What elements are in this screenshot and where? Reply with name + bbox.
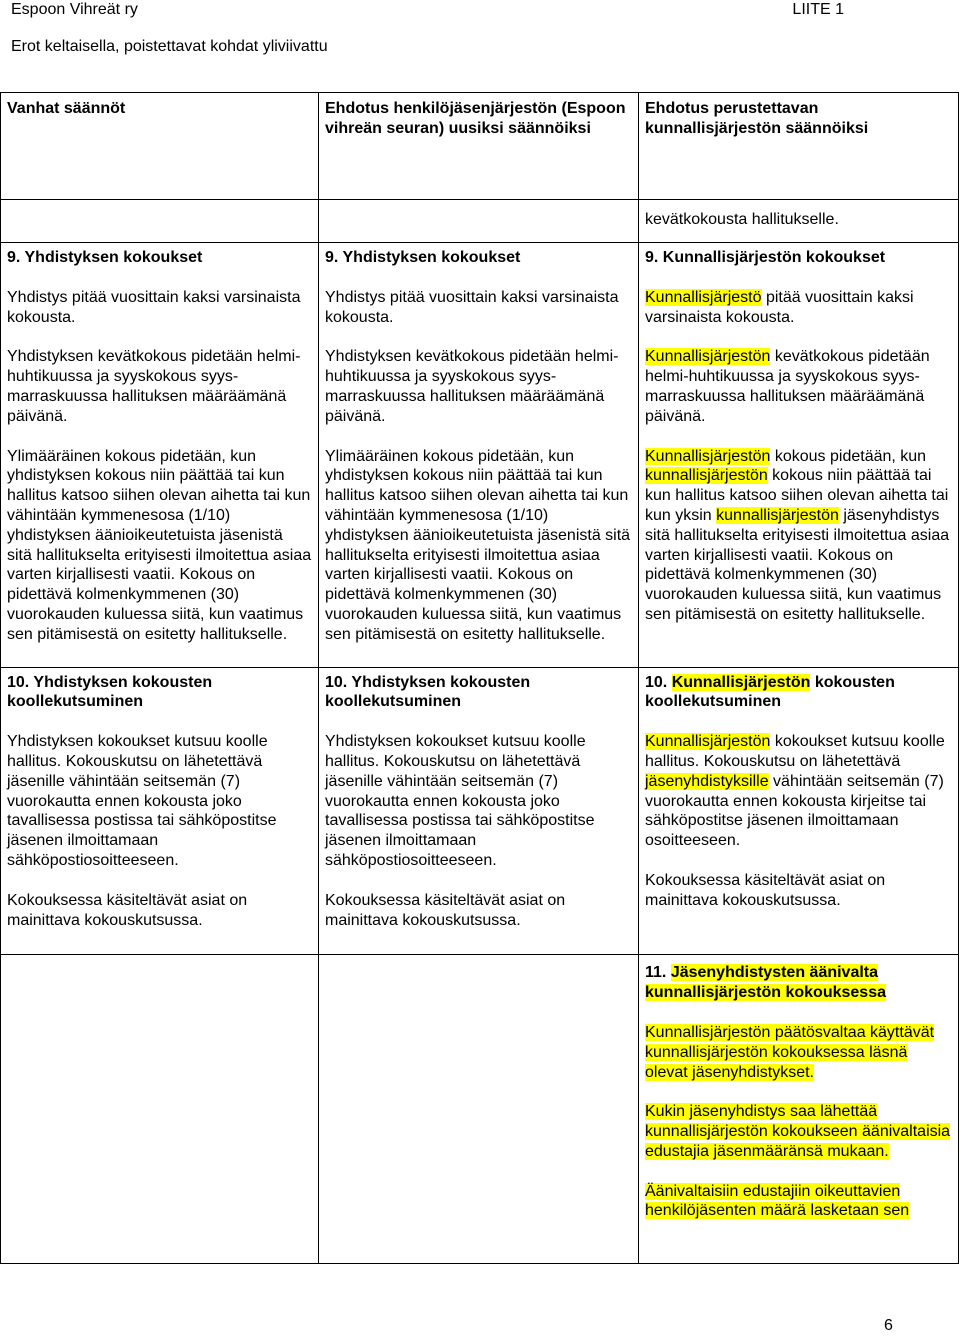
text: kokous niin päättää tai kun hallitus katsoo siihen olevan aihetta tai kun yksin — [645, 467, 949, 524]
paragraph: Kokouksessa käsiteltävät asiat on mainittava kokouskutsussa. — [645, 871, 886, 909]
attachment-label: LIITE 1 — [792, 1, 844, 18]
organization-name: Espoon Vihreät ry — [11, 1, 138, 18]
section-title: 10. Yhdistyksen kokousten koollekutsuminen — [325, 673, 531, 711]
col-header-personal: Ehdotus henkilöjäsenjärjestön (Espoon vihreän seuran) uusiksi säännöiksi — [319, 93, 639, 200]
section-11-municipal — [639, 955, 959, 1264]
paragraph: Yhdistyksen kevätkokous pidetään helmi-huhtikuussa ja syyskokous syys-marraskuussa hallituksen määräämänä päivänä. — [325, 348, 619, 425]
highlight: kunnallisjärjestön — [716, 506, 839, 524]
highlight: Kunnallisjärjestön — [645, 733, 771, 751]
paragraph: Ylimääräinen kokous pidetään, kun yhdistyksen kokous niin päättää tai kun hallitus katsoo siihen olevan aihetta tai kun vähintään kymmenesosa (1/10) yhdistyksen äänioikeutetuista jäsenistä sitä hallitukselta erityisesti ilmoitettua asiaa varten kirjallisesti vaatii. Kokous on pidettävä kolmenkymmenen (30) vuorokauden kuluessa siitä, kun vaatimus sen pitämisestä on esitetty hallitukselle. — [7, 447, 312, 643]
highlight: Kunnallisjärjestön — [645, 348, 771, 366]
section-11-old — [1, 955, 319, 1264]
section-9-municipal — [639, 243, 959, 668]
text: 11. — [645, 964, 671, 982]
highlight: Kunnallisjärjestön — [645, 447, 771, 465]
paragraph: Yhdistys pitää vuosittain kaksi varsinaista kokousta. — [325, 288, 619, 326]
highlight: jäsenyhdistyksille — [645, 772, 769, 790]
text: kokous pidetään, kun — [770, 447, 927, 465]
paragraph: Kokouksessa käsiteltävät asiat on mainittava kokouskutsussa. — [7, 891, 248, 929]
section-title: 9. Yhdistyksen kokoukset — [325, 249, 521, 266]
highlight: Kukin jäsenyhdistys saa lähettää kunnallisjärjestön kokoukseen äänivaltaisia edustajia jäsenmääränsä mukaan. — [645, 1103, 951, 1160]
text: pitää vuosittain kaksi varsinaista kokousta. — [645, 288, 914, 326]
page-number: 6 — [884, 1317, 893, 1334]
paragraph: Ylimääräinen kokous pidetään, kun yhdistyksen kokous niin päättää tai kun hallitus katsoo siihen olevan aihetta tai kun vähintään kymmenesosa (1/10) yhdistyksen äänioikeutetuista jäsenistä sitä hallitukselta erityisesti ilmoitettua asiaa varten kirjallisesti vaatii. Kokous on pidettävä kolmenkymmenen (30) vuorokauden kuluessa siitä, kun vaatimus sen pitämisestä on esitetty hallitukselle. — [325, 447, 631, 643]
paragraph: Yhdistyksen kevätkokous pidetään helmi-huhtikuussa ja syyskokous syys-marraskuussa hallituksen määräämänä päivänä. — [7, 348, 301, 425]
cell-empty — [319, 200, 639, 243]
section-10-personal — [319, 667, 639, 955]
continuation-text: kevätkokousta hallitukselle. — [645, 211, 839, 228]
paragraph — [645, 1182, 952, 1222]
text: 10. — [645, 673, 672, 691]
cell-continuation — [639, 200, 959, 243]
section-title: 9. Yhdistyksen kokoukset — [7, 249, 203, 266]
paragraph — [645, 288, 952, 328]
section-9-personal — [319, 243, 639, 668]
paragraph — [645, 732, 952, 851]
text: vähintään seitsemän (7) vuorokautta ennen kokousta kirjeitse tai sähköpostitse jäsenen ilmoittamaan osoitteeseen. — [645, 772, 944, 850]
section-10-old — [1, 667, 319, 955]
section-title: 9. Kunnallisjärjestön kokoukset — [645, 249, 886, 266]
section-title — [645, 673, 952, 713]
header-row — [1, 93, 959, 200]
highlight: Jäsenyhdistysten äänivalta kunnallisjärjestön kokouksessa — [645, 964, 886, 1002]
section-title — [645, 963, 952, 1003]
paragraph: Yhdistys pitää vuosittain kaksi varsinaista kokousta. — [7, 288, 301, 326]
text: jäsenyhdistys sitä hallitukselta erityisesti ilmoitettua asiaa varten kirjallisesti vaatii. Kokous on pidettävä kolmenkymmenen (30) vuorokauden kuluessa siitä, kun vaatimus sen pitämisestä on esitetty hallitukselle. — [645, 506, 950, 623]
highlight: Kunnallisjärjestö — [645, 288, 762, 306]
section-9-old — [1, 243, 319, 668]
paragraph — [645, 1023, 952, 1082]
section-9-row — [1, 243, 959, 668]
highlight: Kunnallisjärjestön — [671, 673, 811, 691]
rules-comparison-table — [0, 92, 959, 1264]
paragraph: Yhdistyksen kokoukset kutsuu koolle hallitus. Kokouskutsu on lähetettävä jäsenille vähintään seitsemän (7) vuorokautta ennen kokousta joko tavallisessa postissa tai sähköpostitse jäsenen ilmoittamaan sähköpostiosoitteeseen. — [7, 733, 277, 869]
paragraph — [645, 1102, 952, 1161]
document-note: Erot keltaisella, poistettavat kohdat yliviivattu — [11, 38, 328, 55]
section-11-personal — [319, 955, 639, 1264]
paragraph: Kokouksessa käsiteltävät asiat on mainittava kokouskutsussa. — [325, 891, 566, 929]
continuation-row — [1, 200, 959, 243]
col-header-old: Vanhat säännöt — [1, 93, 319, 200]
col-header-municipal: Ehdotus perustettavan kunnallisjärjestön säännöiksi — [639, 93, 959, 200]
section-11-row — [1, 955, 959, 1264]
cell-empty — [1, 200, 319, 243]
text: kokousten koollekutsuminen — [645, 673, 895, 711]
paragraph: Yhdistyksen kokoukset kutsuu koolle hallitus. Kokouskutsu on lähetettävä jäsenille vähintään seitsemän (7) vuorokautta ennen kokousta joko tavallisessa postissa tai sähköpostitse jäsenen ilmoittamaan sähköpostiosoitteeseen. — [325, 733, 595, 869]
text: kevätkokous pidetään helmi-huhtikuussa ja syyskokous syys-marraskuussa hallituksen määräämänä päivänä. — [645, 348, 930, 425]
text: kokoukset kutsuu koolle hallitus. Kokouskutsu on lähetettävä — [645, 733, 945, 770]
section-10-municipal — [639, 667, 959, 955]
section-title: 10. Yhdistyksen kokousten koollekutsuminen — [7, 673, 213, 711]
highlight: Äänivaltaisiin edustajiin oikeuttavien henkilöjäsenten määrä lasketaan sen — [645, 1182, 910, 1220]
highlight: Kunnallisjärjestön päätösvaltaa käyttävät kunnallisjärjestön kokouksessa läsnä olevat jäsenyhdistykset. — [645, 1023, 935, 1081]
paragraph — [645, 447, 952, 625]
highlight: kunnallisjärjestön — [645, 467, 768, 485]
paragraph — [645, 347, 952, 426]
section-10-row — [1, 667, 959, 955]
